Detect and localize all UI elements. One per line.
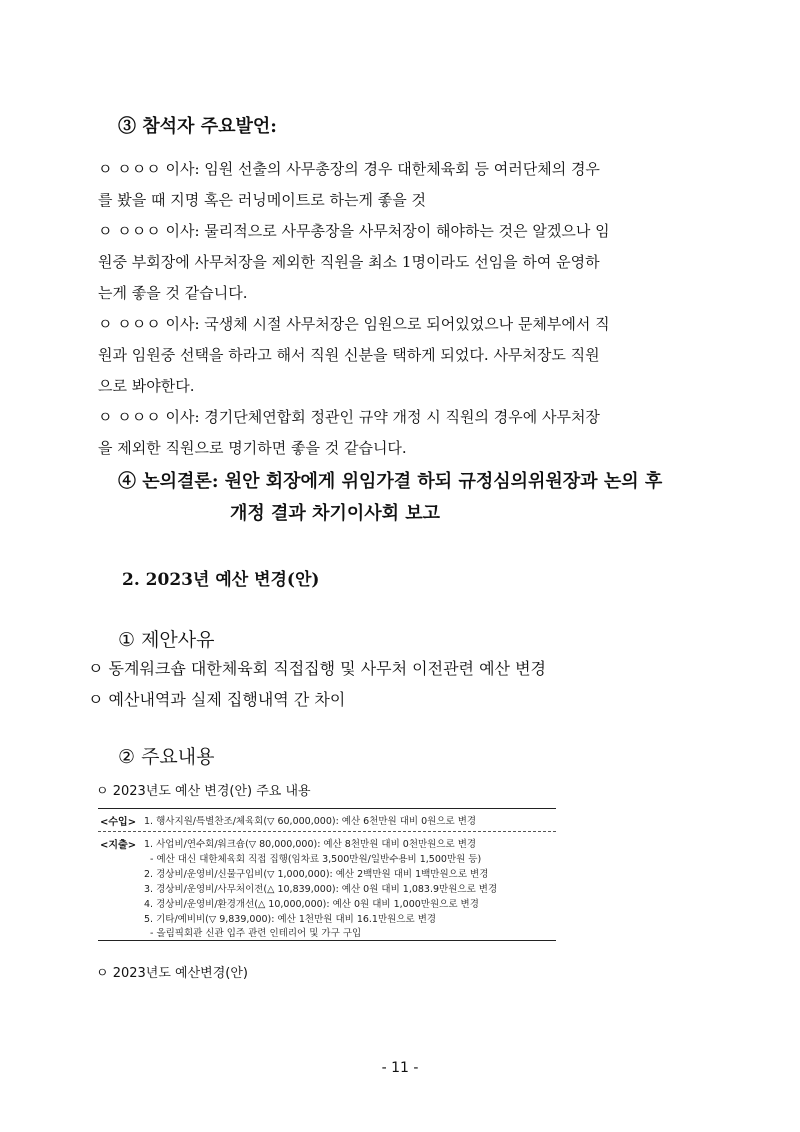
- conclusion-line-2: 개정 결과 차기이사회 보고: [230, 503, 441, 524]
- expense-row: 2. 경상비/운영비/신물구입비(▽ 1,000,000): 예산 2백만원 대비 1백만원으로 변경: [144, 869, 489, 880]
- table-divider: [98, 831, 556, 832]
- expense-row: 1. 사업비/연수회/워크숍(▽ 80,000,000): 예산 8천만원 대비 0천만원으로 변경: [144, 839, 477, 850]
- remarks-line: 으로 봐야한다.: [98, 377, 195, 395]
- remarks-line: ㅇ ㅇㅇㅇ 이사: 물리적으로 사무총장을 사무처장이 해야하는 것은 알겠으나 임: [98, 222, 610, 240]
- remarks-paragraph: [98, 154, 730, 464]
- remarks-line: ㅇ ㅇㅇㅇ 이사: 경기단체연합회 정관인 규약 개정 시 직원의 경우에 사무처장: [98, 408, 600, 426]
- conclusion-line-1: ④ 논의결론: 원안 회장에게 위임가결 하되 규정심의위원장과 논의 후: [118, 471, 663, 492]
- expense-row: - 올림픽회관 신관 입주 관련 인테리어 및 가구 구입: [150, 928, 362, 939]
- main-content-bullet: ㅇ 2023년도 예산 변경(안) 주요 내용: [96, 784, 311, 799]
- expense-row: 3. 경상비/운영비/사무처이전(△ 10,839,000): 예산 0원 대비 1,083.9만원으로 변경: [144, 884, 498, 895]
- proposal-reason-heading: ① 제안사유: [118, 629, 215, 651]
- table-top-rule: [98, 808, 556, 809]
- section-heading-remarks: ③ 참석자 주요발언:: [118, 116, 277, 137]
- remarks-line: ㅇ ㅇㅇㅇ 이사: 임원 선출의 사무총장의 경우 대한체육회 등 여러단체의 경우: [98, 160, 600, 178]
- reason-item: ㅇ 동계워크숍 대한체육회 직접집행 및 사무처 이전관련 예산 변경: [88, 659, 547, 678]
- remarks-line: 를 봤을 때 지명 혹은 러닝메이트로 하는게 좋을 것: [98, 191, 426, 209]
- expense-label: <지출>: [100, 840, 137, 851]
- remarks-line: 는게 좋을 것 같습니다.: [98, 284, 248, 302]
- expense-row: 5. 기타/예비비(▽ 9,839,000): 예산 1천만원 대비 16.1만원으로 변경: [144, 914, 437, 925]
- proposal-reasons: [88, 653, 546, 715]
- expense-row: - 예산 대신 대한체육회 직접 집행(임차료 3,500만원/일반수용비 1,500만원 등): [150, 854, 482, 865]
- conclusion-block: [118, 466, 662, 530]
- table-bottom-rule: [98, 940, 556, 941]
- page-number: - 11 -: [381, 1060, 419, 1076]
- income-label: <수입>: [100, 817, 137, 828]
- budget-change-bullet: ㅇ 2023년도 예산변경(안): [96, 966, 248, 981]
- expense-row: 4. 경상비/운영비/환경개선(△ 10,000,000): 예산 0원 대비 1,000만원으로 변경: [144, 899, 479, 910]
- remarks-line: ㅇ ㅇㅇㅇ 이사: 국생체 시절 사무처장은 임원으로 되어있었으나 문체부에서 직: [98, 315, 610, 333]
- remarks-line: 을 제외한 직원으로 명기하면 좋을 것 같습니다.: [98, 439, 407, 457]
- income-row: 1. 행사지원/특별찬조/체육회(▽ 60,000,000): 예산 6천만원 대비 0원으로 변경: [144, 816, 477, 827]
- remarks-line: 원과 임원중 선택을 하라고 해서 직원 신분을 택하게 되었다. 사무처장도 직원: [98, 346, 600, 364]
- budget-change-title: 2. 2023년 예산 변경(안): [122, 570, 320, 590]
- reason-item: ㅇ 예산내역과 실제 집행내역 간 차이: [88, 690, 346, 709]
- main-content-heading: ② 주요내용: [118, 746, 215, 768]
- remarks-line: 원중 부회장에 사무처장을 제외한 직원을 최소 1명이라도 선임을 하여 운영하: [98, 253, 600, 271]
